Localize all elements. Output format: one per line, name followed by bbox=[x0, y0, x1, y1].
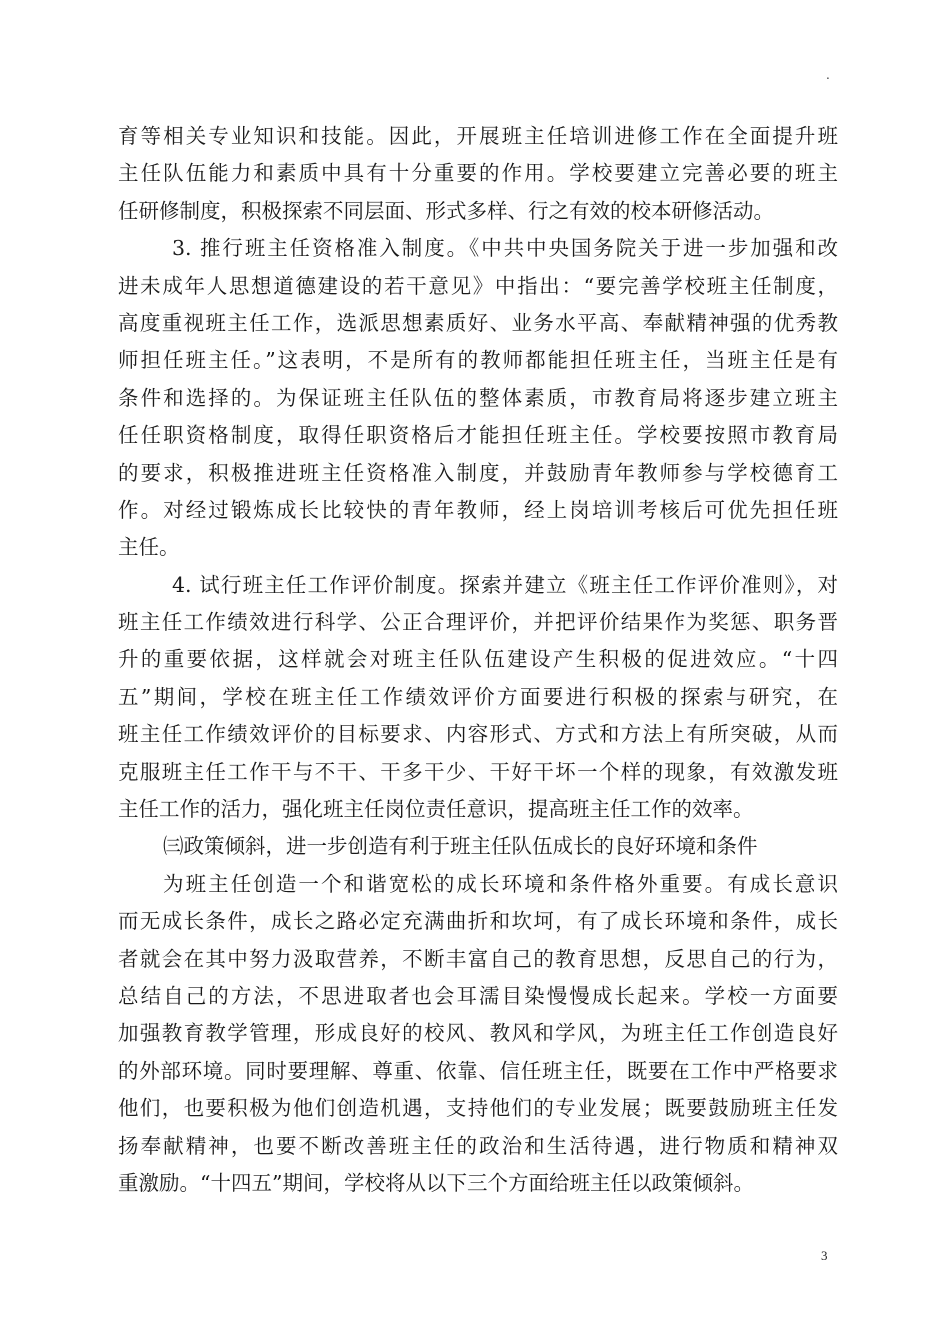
text-line: ㈢政策倾斜，进一步创造有利于班主任队伍成长的良好环境和条件 bbox=[163, 834, 758, 859]
page-number: 3 bbox=[821, 1248, 828, 1263]
text-line: 重激励。“十四五”期间，学校将从以下三个方面给班主任以政策倾斜。 bbox=[118, 1170, 754, 1195]
text-line: 五”期间，学校在班主任工作绩效评价方面要进行积极的探索与研究，在 bbox=[118, 684, 838, 709]
text-line: 任任职资格制度，取得任职资格后才能担任班主任。学校要按照市教育局 bbox=[118, 423, 838, 448]
text-line: 3. 推行班主任资格准入制度。《中共中央国务院关于进一步加强和改 bbox=[172, 236, 838, 261]
text-line: 4. 试行班主任工作评价制度。探索并建立《班主任工作评价准则》，对 bbox=[172, 572, 838, 597]
text-line: 师担任班主任。”这表明，不是所有的教师都能担任班主任，当班主任是有 bbox=[118, 348, 838, 373]
text-line: 高度重视班主任工作，选派思想素质好、业务水平高、奉献精神强的优秀教 bbox=[118, 310, 838, 335]
paragraph bbox=[118, 230, 838, 567]
text-line: 育等相关专业知识和技能。因此，开展班主任培训进修工作在全面提升班 bbox=[118, 124, 838, 148]
text-line: 他们，也要积极为他们创造机遇，支持他们的专业发展；既要鼓励班主任发 bbox=[118, 1096, 838, 1121]
text-line: 作。对经过锻炼成长比较快的青年教师，经上岗培训考核后可优先担任班 bbox=[118, 497, 838, 522]
text-line: 为班主任创造一个和谐宽松的成长环境和条件格外重要。有成长意识 bbox=[163, 871, 838, 896]
text-line: 总结自己的方法，不思进取者也会耳濡目染慢慢成长起来。学校一方面要 bbox=[118, 983, 838, 1008]
text-line: 克服班主任工作干与不干、干多干少、干好干坏一个样的现象，有效激发班 bbox=[118, 759, 838, 784]
text-line: 主任。 bbox=[118, 535, 180, 560]
text-line: 的要求，积极推进班主任资格准入制度，并鼓励青年教师参与学校德育工 bbox=[118, 460, 838, 485]
text-line: 进未成年人思想道德建设的若干意见》中指出：“要完善学校班主任制度， bbox=[118, 273, 838, 298]
paragraph bbox=[118, 567, 838, 829]
text-line: 任研修制度，积极探索不同层面、形式多样、行之有效的校本研修活动。 bbox=[118, 198, 774, 223]
text-line: 主任队伍能力和素质中具有十分重要的作用。学校要建立完善必要的班主 bbox=[118, 161, 838, 186]
text-line: 而无成长条件，成长之路必定充满曲折和坎坷，有了成长环境和条件，成长 bbox=[118, 909, 838, 934]
header-mark: . bbox=[826, 68, 830, 82]
paragraph bbox=[118, 118, 838, 230]
paragraph bbox=[118, 866, 838, 1203]
text-line: 班主任工作绩效评价的目标要求、内容形式、方式和方法上有所突破，从而 bbox=[118, 722, 838, 747]
text-line: 条件和选择的。为保证班主任队伍的整体素质，市教育局将逐步建立班主 bbox=[118, 385, 838, 410]
text-line: 扬奉献精神，也要不断改善班主任的政治和生活待遇，进行物质和精神双 bbox=[118, 1133, 838, 1158]
text-line: 升的重要依据，这样就会对班主任队伍建设产生积极的促进效应。“十四 bbox=[118, 647, 838, 672]
text-line: 加强教育教学管理，形成良好的校风、教风和学风，为班主任工作创造良好 bbox=[118, 1021, 838, 1046]
text-line: 班主任工作绩效进行科学、公正合理评价，并把评价结果作为奖惩、职务晋 bbox=[118, 610, 838, 635]
text-line: 主任工作的活力，强化班主任岗位责任意识，提高班主任工作的效率。 bbox=[118, 797, 754, 822]
section-heading bbox=[118, 828, 838, 865]
text-line: 者就会在其中努力汲取营养，不断丰富自己的教育思想，反思自己的行为， bbox=[118, 946, 838, 971]
text-line: 的外部环境。同时要理解、尊重、依靠、信任班主任，既要在工作中严格要求 bbox=[118, 1058, 838, 1083]
document-body bbox=[118, 118, 838, 1202]
